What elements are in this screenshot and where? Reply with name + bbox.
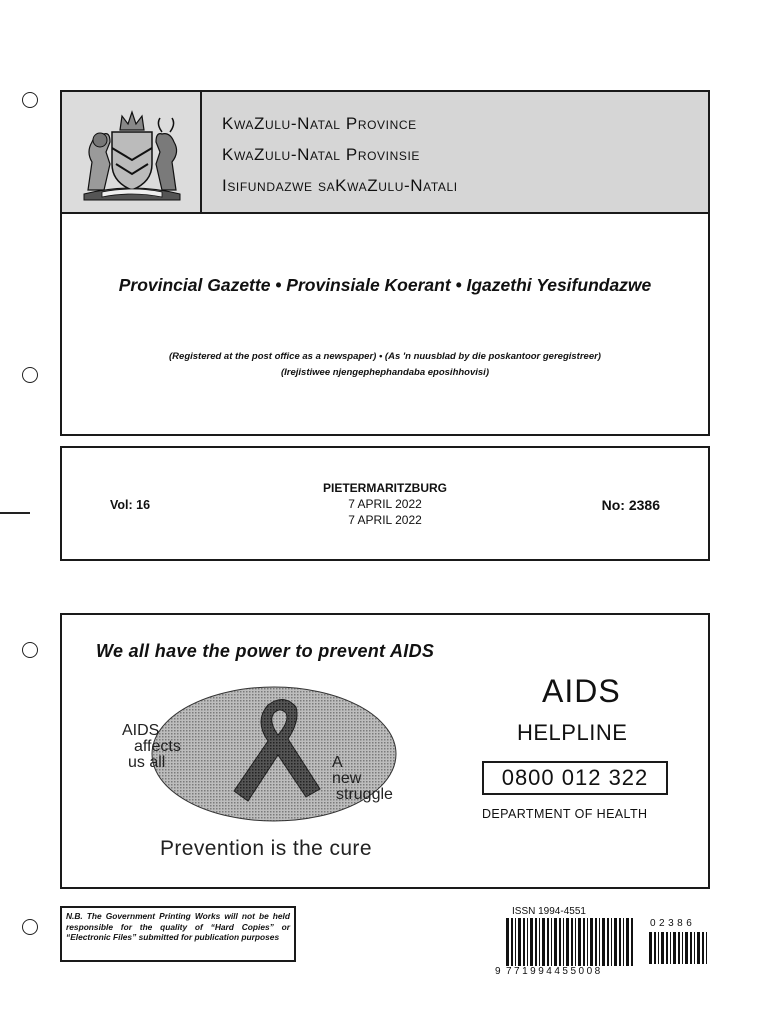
- punch-hole: [22, 642, 38, 658]
- struggle-line: struggle: [336, 786, 393, 803]
- issue-city: PIETERMARITZBURG: [323, 481, 447, 495]
- aids-heading: AIDS: [542, 673, 621, 709]
- province-name-afrikaans: KwaZulu-Natal Provinsie: [222, 145, 420, 164]
- punch-hole: [22, 92, 38, 108]
- affects-line: AIDS: [122, 722, 160, 739]
- issue-number: No: 2386: [601, 497, 660, 513]
- prevention-tagline: Prevention is the cure: [160, 837, 372, 860]
- registration-note: (Registered at the post office as a newspaper) • (As 'n nuusblad by die poskantoor geregistreer): [169, 351, 601, 362]
- barcode-lead-digit: 9: [495, 966, 501, 977]
- department-name: DEPARTMENT OF HEALTH: [482, 807, 648, 821]
- coat-of-arms-icon: [76, 102, 188, 202]
- new-struggle-text: [332, 755, 393, 803]
- punch-hole: [22, 919, 38, 935]
- volume-number: Vol: 16: [110, 498, 151, 512]
- addon-barcode-icon: [649, 932, 709, 964]
- affects-line: us all: [128, 754, 166, 771]
- issue-date: 7 APRIL 2022: [348, 513, 422, 527]
- barcode-digits: 771994455008: [506, 966, 603, 977]
- registration-note-zulu: (Irejistiwee njengephephandaba eposihhovisi): [281, 367, 489, 378]
- punch-hole: [22, 367, 38, 383]
- issue-date: 7 APRIL 2022: [348, 497, 422, 511]
- struggle-line: new: [332, 770, 362, 787]
- gazette-title: Provincial Gazette • Provinsiale Koerant • Igazethi Yesifundazwe: [118, 275, 652, 295]
- province-name-zulu: Isifundazwe saKwaZulu-Natali: [222, 176, 458, 195]
- issn-label: ISSN 1994-4551: [512, 906, 586, 917]
- aids-helpline-notice: [60, 613, 710, 889]
- barcode-addon-digits: 02386: [650, 918, 696, 929]
- helpline-heading: HELPLINE: [517, 720, 628, 745]
- province-name-block: [222, 108, 458, 201]
- margin-mark: [0, 512, 30, 514]
- affects-line: affects: [134, 738, 181, 755]
- struggle-line: A: [332, 754, 343, 771]
- issue-info: [60, 446, 710, 561]
- disclaimer-note: N.B. The Government Printing Works will not be held responsible for the quality of “Hard Copies” or “Electronic Files” submitted for publication purposes: [60, 906, 296, 962]
- masthead-header: [62, 92, 708, 214]
- crest-panel: [62, 92, 202, 212]
- masthead: [60, 90, 710, 436]
- ean-barcode-icon: [506, 918, 634, 966]
- helpline-phone-number: 0800 012 322: [482, 761, 668, 795]
- province-name-english: KwaZulu-Natal Province: [222, 114, 417, 133]
- aids-affects-text: [122, 723, 181, 771]
- aids-slogan: We all have the power to prevent AIDS: [96, 641, 435, 661]
